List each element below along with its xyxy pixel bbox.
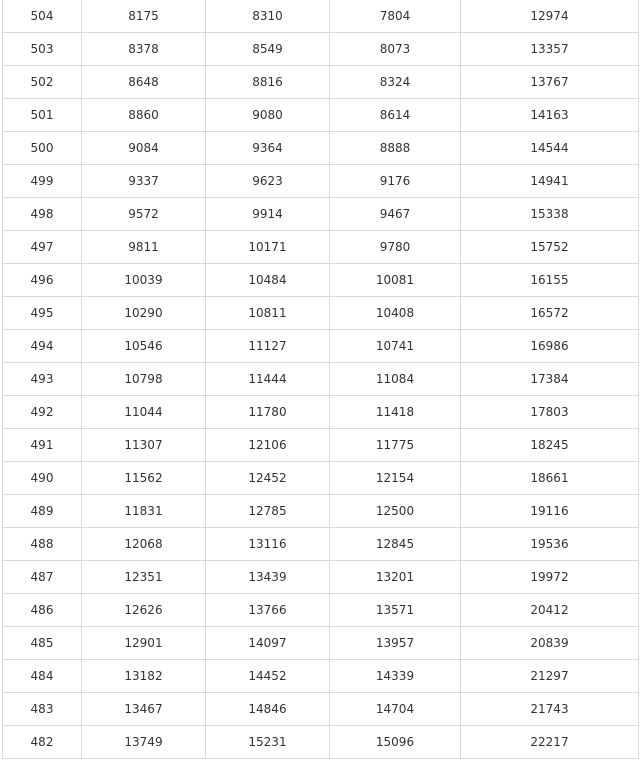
score-cell: 484 <box>3 660 82 693</box>
value-cell-2: 11127 <box>206 330 330 363</box>
table-row <box>3 165 639 198</box>
value-cell-3: 10741 <box>330 330 461 363</box>
value-cell-4: 16572 <box>461 297 639 330</box>
table-row <box>3 330 639 363</box>
value-cell-3: 14339 <box>330 660 461 693</box>
value-cell-4: 18245 <box>461 429 639 462</box>
score-cell: 495 <box>3 297 82 330</box>
table-row <box>3 528 639 561</box>
value-cell-3: 10081 <box>330 264 461 297</box>
table-row <box>3 594 639 627</box>
table-row <box>3 726 639 759</box>
value-cell-4: 16155 <box>461 264 639 297</box>
score-cell: 504 <box>3 0 82 33</box>
value-cell-1: 8648 <box>82 66 206 99</box>
value-cell-2: 11444 <box>206 363 330 396</box>
value-cell-1: 11562 <box>82 462 206 495</box>
value-cell-3: 12154 <box>330 462 461 495</box>
score-cell: 488 <box>3 528 82 561</box>
value-cell-1: 9572 <box>82 198 206 231</box>
value-cell-3: 8888 <box>330 132 461 165</box>
table-row <box>3 198 639 231</box>
table-row <box>3 363 639 396</box>
score-cell: 499 <box>3 165 82 198</box>
value-cell-3: 12845 <box>330 528 461 561</box>
value-cell-2: 15231 <box>206 726 330 759</box>
value-cell-4: 12974 <box>461 0 639 33</box>
score-cell: 500 <box>3 132 82 165</box>
score-cell: 492 <box>3 396 82 429</box>
value-cell-1: 10039 <box>82 264 206 297</box>
score-cell: 485 <box>3 627 82 660</box>
value-cell-4: 14544 <box>461 132 639 165</box>
value-cell-3: 13571 <box>330 594 461 627</box>
score-cell: 501 <box>3 99 82 132</box>
value-cell-4: 18661 <box>461 462 639 495</box>
table-row <box>3 0 639 33</box>
value-cell-3: 10408 <box>330 297 461 330</box>
value-cell-4: 13357 <box>461 33 639 66</box>
value-cell-1: 10546 <box>82 330 206 363</box>
score-cell: 493 <box>3 363 82 396</box>
value-cell-3: 8614 <box>330 99 461 132</box>
value-cell-2: 14097 <box>206 627 330 660</box>
value-cell-4: 15752 <box>461 231 639 264</box>
value-cell-2: 13116 <box>206 528 330 561</box>
value-cell-1: 11831 <box>82 495 206 528</box>
score-cell: 486 <box>3 594 82 627</box>
value-cell-2: 8549 <box>206 33 330 66</box>
value-cell-1: 10290 <box>82 297 206 330</box>
value-cell-1: 12901 <box>82 627 206 660</box>
table-row <box>3 396 639 429</box>
value-cell-3: 13957 <box>330 627 461 660</box>
value-cell-2: 11780 <box>206 396 330 429</box>
value-cell-3: 8073 <box>330 33 461 66</box>
value-cell-4: 13767 <box>461 66 639 99</box>
table-row <box>3 561 639 594</box>
value-cell-4: 14941 <box>461 165 639 198</box>
table-row <box>3 693 639 726</box>
value-cell-2: 9364 <box>206 132 330 165</box>
table-row <box>3 495 639 528</box>
table-row <box>3 429 639 462</box>
value-cell-4: 19116 <box>461 495 639 528</box>
score-cell: 498 <box>3 198 82 231</box>
table-row <box>3 264 639 297</box>
score-cell: 494 <box>3 330 82 363</box>
value-cell-4: 20412 <box>461 594 639 627</box>
score-cell: 491 <box>3 429 82 462</box>
score-cell: 496 <box>3 264 82 297</box>
value-cell-2: 12785 <box>206 495 330 528</box>
value-cell-4: 20839 <box>461 627 639 660</box>
score-cell: 482 <box>3 726 82 759</box>
value-cell-4: 22217 <box>461 726 639 759</box>
value-cell-2: 8310 <box>206 0 330 33</box>
value-cell-4: 21743 <box>461 693 639 726</box>
value-cell-3: 8324 <box>330 66 461 99</box>
value-cell-1: 12068 <box>82 528 206 561</box>
value-cell-3: 11418 <box>330 396 461 429</box>
value-cell-1: 12351 <box>82 561 206 594</box>
value-cell-1: 8175 <box>82 0 206 33</box>
value-cell-3: 15096 <box>330 726 461 759</box>
value-cell-1: 9811 <box>82 231 206 264</box>
table-row <box>3 462 639 495</box>
value-cell-4: 19972 <box>461 561 639 594</box>
value-cell-2: 12452 <box>206 462 330 495</box>
score-cell: 490 <box>3 462 82 495</box>
value-cell-1: 10798 <box>82 363 206 396</box>
value-cell-4: 21297 <box>461 660 639 693</box>
value-cell-4: 17384 <box>461 363 639 396</box>
value-cell-2: 9623 <box>206 165 330 198</box>
value-cell-2: 10171 <box>206 231 330 264</box>
value-cell-2: 10484 <box>206 264 330 297</box>
value-cell-2: 8816 <box>206 66 330 99</box>
value-cell-3: 9176 <box>330 165 461 198</box>
value-cell-1: 8860 <box>82 99 206 132</box>
value-cell-4: 19536 <box>461 528 639 561</box>
value-cell-2: 12106 <box>206 429 330 462</box>
table-row <box>3 297 639 330</box>
value-cell-3: 14704 <box>330 693 461 726</box>
score-cell: 487 <box>3 561 82 594</box>
table-row <box>3 627 639 660</box>
value-cell-1: 9337 <box>82 165 206 198</box>
score-cell: 489 <box>3 495 82 528</box>
score-table <box>2 0 639 759</box>
value-cell-2: 13766 <box>206 594 330 627</box>
value-cell-3: 12500 <box>330 495 461 528</box>
table-row <box>3 66 639 99</box>
value-cell-1: 12626 <box>82 594 206 627</box>
value-cell-2: 14452 <box>206 660 330 693</box>
value-cell-2: 13439 <box>206 561 330 594</box>
value-cell-1: 11307 <box>82 429 206 462</box>
value-cell-1: 13182 <box>82 660 206 693</box>
value-cell-3: 7804 <box>330 0 461 33</box>
value-cell-2: 10811 <box>206 297 330 330</box>
score-cell: 497 <box>3 231 82 264</box>
value-cell-3: 11775 <box>330 429 461 462</box>
table-row <box>3 132 639 165</box>
value-cell-1: 8378 <box>82 33 206 66</box>
value-cell-1: 13467 <box>82 693 206 726</box>
score-cell: 503 <box>3 33 82 66</box>
value-cell-1: 11044 <box>82 396 206 429</box>
value-cell-2: 14846 <box>206 693 330 726</box>
value-cell-3: 9780 <box>330 231 461 264</box>
value-cell-4: 15338 <box>461 198 639 231</box>
table-body <box>3 0 639 759</box>
table-row <box>3 99 639 132</box>
value-cell-4: 16986 <box>461 330 639 363</box>
value-cell-4: 14163 <box>461 99 639 132</box>
value-cell-3: 9467 <box>330 198 461 231</box>
value-cell-4: 17803 <box>461 396 639 429</box>
value-cell-2: 9080 <box>206 99 330 132</box>
table-row <box>3 660 639 693</box>
value-cell-3: 13201 <box>330 561 461 594</box>
table-row <box>3 231 639 264</box>
value-cell-1: 13749 <box>82 726 206 759</box>
table-row <box>3 33 639 66</box>
value-cell-2: 9914 <box>206 198 330 231</box>
value-cell-3: 11084 <box>330 363 461 396</box>
value-cell-1: 9084 <box>82 132 206 165</box>
score-cell: 483 <box>3 693 82 726</box>
score-cell: 502 <box>3 66 82 99</box>
